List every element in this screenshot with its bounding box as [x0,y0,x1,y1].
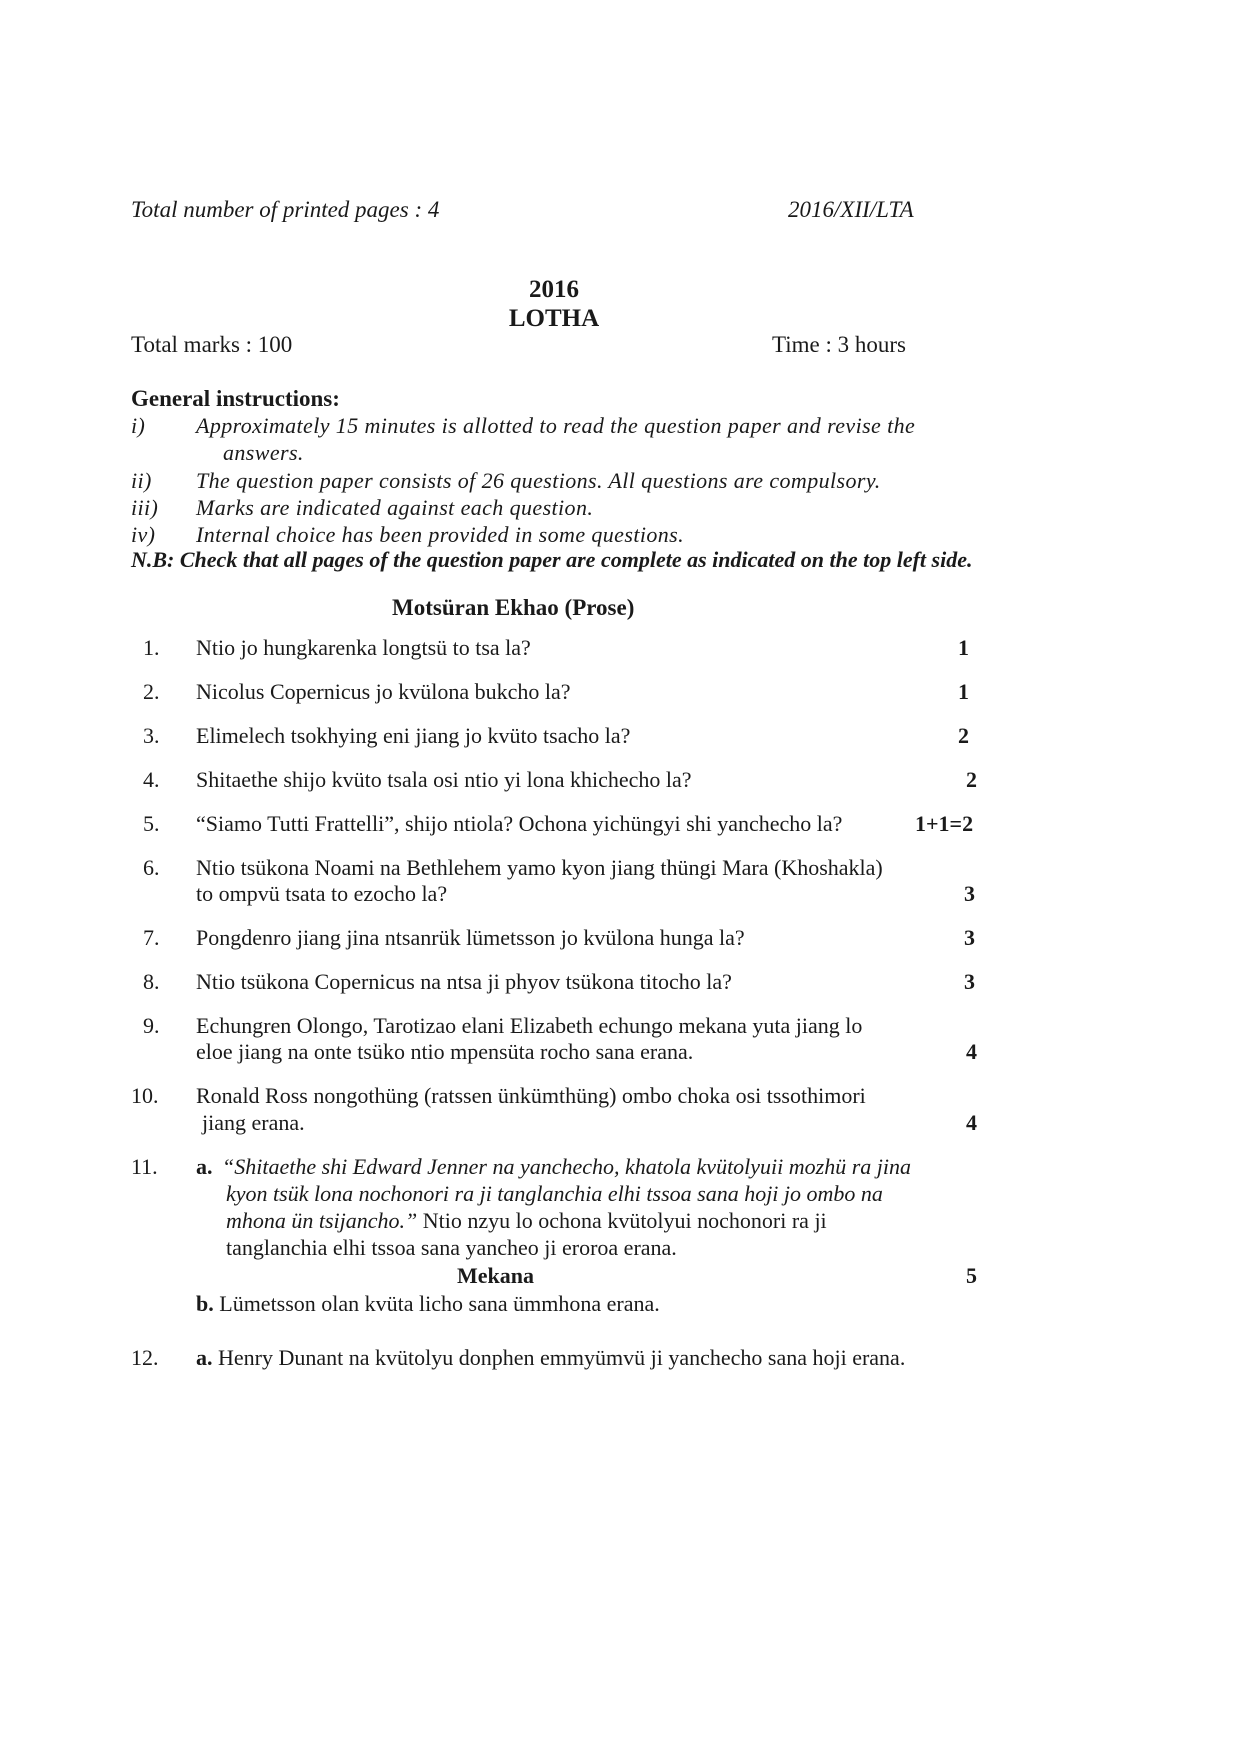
question-number: 11. [131,1154,158,1179]
nb-note: N.B: Check that all pages of the question paper are complete as indicated on the top left side. [131,547,973,572]
question-number: 1. [143,635,160,660]
option-a-label: a. [196,1154,213,1179]
total-pages: Total number of printed pages : 4 [131,197,440,222]
question-text: “Siamo Tutti Frattelli”, shijo ntiola? Ochona yichüngyi shi yanchecho la? [196,811,843,836]
subject-title: LOTHA [508,305,600,332]
question-marks: 1 [958,679,969,704]
or-separator: Mekana [457,1263,534,1288]
question-marks: 5 [966,1263,977,1288]
question-number: 8. [143,969,160,994]
instruction-number: iii) [131,495,159,520]
question-text: Lümetsson olan kvüta licho sana ümmhona erana. [213,1291,660,1316]
question-marks: 4 [966,1039,977,1064]
question-text: Henry Dunant na kvütolyu donphen emmyümvü ji yanchecho sana hoji erana. [212,1345,906,1370]
question-text: Shitaethe shijo kvüto tsala osi ntio yi lona khichecho la? [196,767,692,792]
quote-text: mhona ün tsijancho.” [226,1208,418,1233]
question-text: Pongdenro jiang jina ntsanrük lümetsson jo kvülona hunga la? [196,925,745,950]
question-number: 3. [143,723,160,748]
question-text: Ntio jo hungkarenka longtsü to tsa la? [196,635,531,660]
question-text-cont: to ompvü tsata to ezocho la? [196,881,448,906]
question-text-cont: eloe jiang na onte tsüko ntio mpensüta rocho sana erana. [196,1039,694,1064]
instruction-text: Approximately 15 minutes is allotted to read the question paper and revise the [196,413,916,438]
instructions-heading: General instructions: [131,386,340,411]
quote-text: kyon tsük lona nochonori ra ji tanglanchia elhi tssoa sana hoji jo ombo na [226,1181,883,1206]
question-marks: 3 [964,925,975,950]
question-marks: 2 [966,767,977,792]
option-a-label: a. [196,1345,213,1370]
question-text: Ntio tsükona Noami na Bethlehem yamo kyon jiang thüngi Mara (Khoshakla) [196,855,883,880]
time-allowed: Time : 3 hours [772,332,906,357]
instruction-text: The question paper consists of 26 questions. All questions are compulsory. [196,468,881,493]
question-number: 7. [143,925,160,950]
question-marks: 3 [964,881,975,906]
paper-code: 2016/XII/LTA [788,197,914,222]
question-marks: 1 [958,635,969,660]
section-heading: Motsüran Ekhao (Prose) [392,595,635,620]
question-number: 2. [143,679,160,704]
question-text: Ntio tsükona Copernicus na ntsa ji phyov tsükona titocho la? [196,969,732,994]
question-marks: 2 [958,723,969,748]
instruction-number: i) [131,413,146,438]
question-number: 4. [143,767,160,792]
question-text-cont: jiang erana. [202,1110,305,1135]
question-number: 10. [131,1083,159,1108]
exam-year: 2016 [529,276,579,303]
option-b-label: b. [196,1291,214,1316]
question-marks: 3 [964,969,975,994]
question-text-cont: tanglanchia elhi tssoa sana yancheo ji eroroa erana. [226,1235,677,1260]
question-text: Nicolus Copernicus jo kvülona bukcho la? [196,679,571,704]
question-number: 9. [143,1013,160,1038]
question-number: 5. [143,811,160,836]
question-number: 12. [131,1345,159,1370]
total-marks: Total marks : 100 [131,332,293,357]
question-text: Echungren Olongo, Tarotizao elani Elizabeth echungo mekana yuta jiang lo [196,1013,863,1038]
instruction-text-cont: answers. [223,440,304,465]
question-number: 6. [143,855,160,880]
instruction-text: Marks are indicated against each question. [196,495,594,520]
quote-text: “Shitaethe shi Edward Jenner na yanchecho, khatola kvütolyuii mozhü ra jina [222,1154,912,1179]
question-text: Ntio nzyu lo ochona kvütolyui nochonori ra ji [417,1208,827,1233]
instruction-number: iv) [131,522,156,547]
question-text: Elimelech tsokhying eni jiang jo kvüto tsacho la? [196,723,631,748]
question-text: Ronald Ross nongothüng (ratssen ünkümthüng) ombo choka osi tssothimori [196,1083,866,1108]
question-marks: 4 [966,1110,977,1135]
instruction-number: ii) [131,468,152,493]
question-marks: 1+1=2 [915,811,974,836]
instruction-text: Internal choice has been provided in some questions. [196,522,684,547]
